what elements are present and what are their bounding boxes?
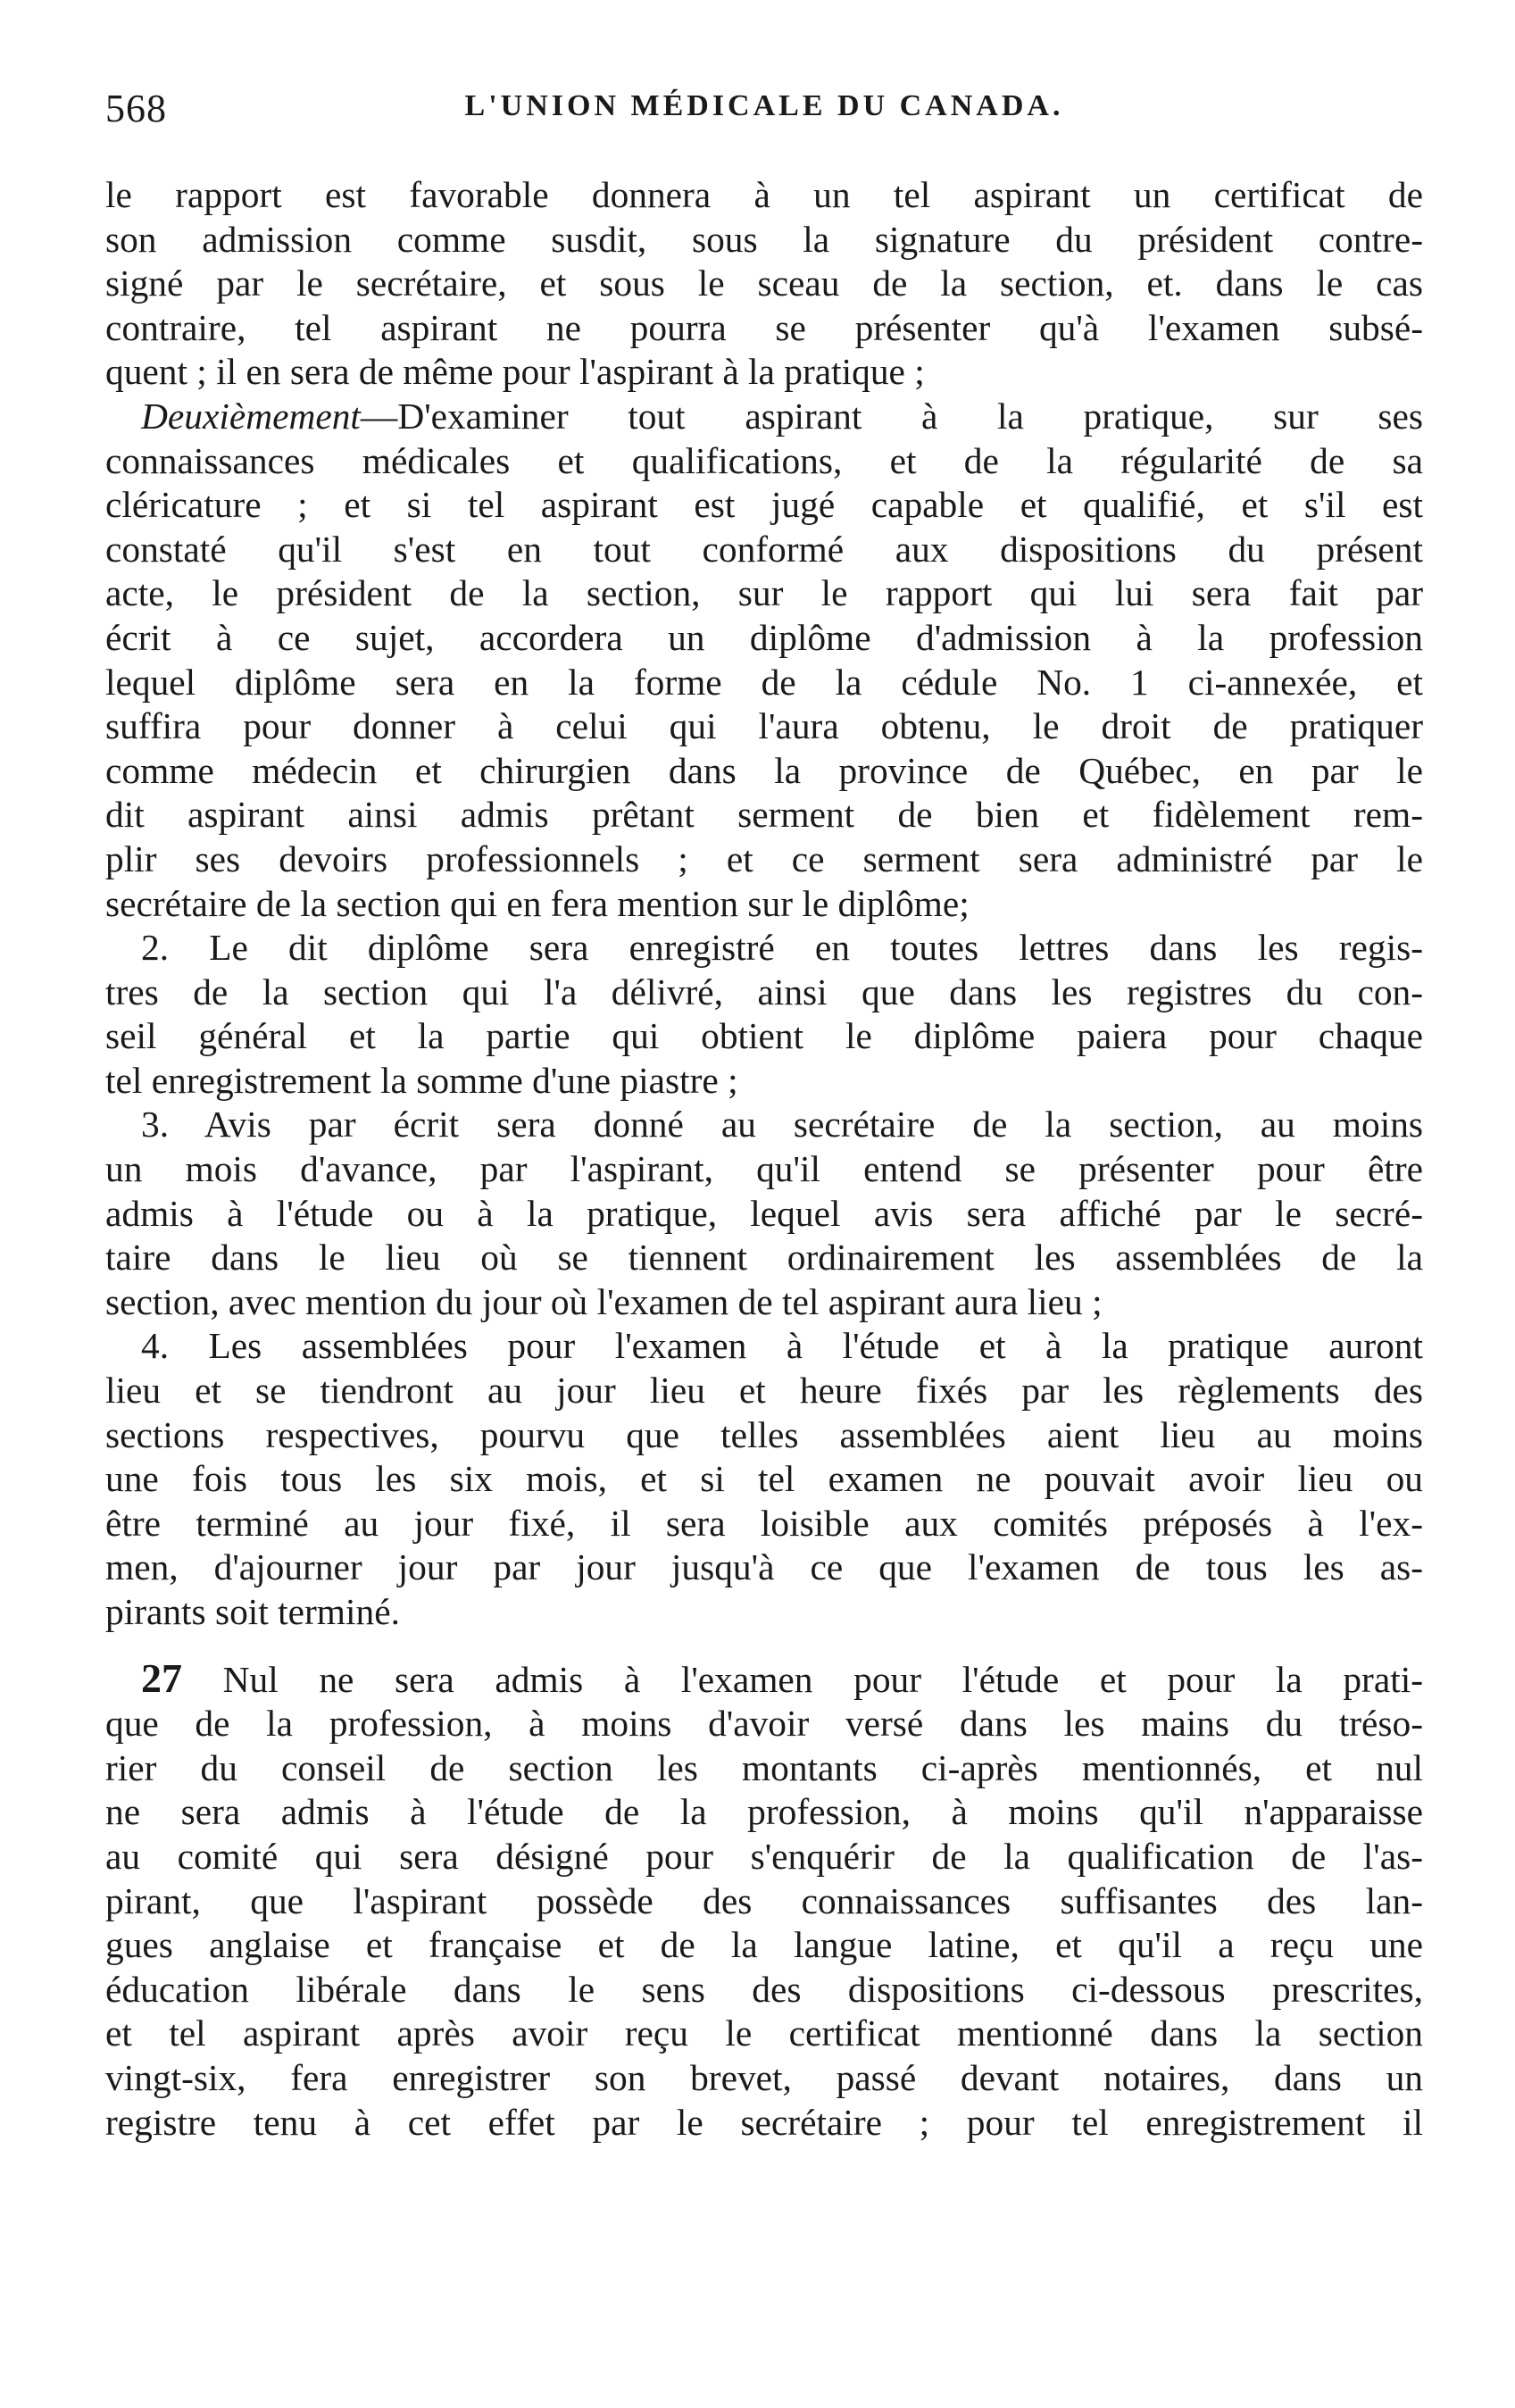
- article-first-line: Nul ne sera admis à l'examen pour l'étude et pour la prati-: [182, 1658, 1423, 1700]
- paragraph-deuxiemement: [105, 395, 1423, 926]
- paragraph-continuation: [105, 173, 1423, 395]
- text-line: contraire, tel aspirant ne pourra se présenter qu'à l'examen subsé-: [105, 306, 1423, 348]
- text-line: 2. Le dit diplôme sera enregistré en toutes lettres dans les regis-: [141, 927, 1423, 969]
- text-line: au comité qui sera désigné pour s'enquérir de la qualification de l'as-: [105, 1835, 1423, 1877]
- text-line: signé par le secrétaire, et sous le sceau de la section, et. dans le cas: [105, 262, 1423, 304]
- journal-title: L'UNION MÉDICALE DU CANADA.: [464, 89, 1064, 122]
- page-number: 568: [105, 87, 167, 130]
- text-line: 4. Les assemblées pour l'examen à l'étude et à la pratique auront: [141, 1325, 1423, 1367]
- text-line: seil général et la partie qui obtient le diplôme paiera pour chaque: [105, 1015, 1423, 1057]
- paragraph-item-3: [105, 1103, 1423, 1324]
- text-line: [105, 1656, 1423, 1703]
- text-line: lieu et se tiendront au jour lieu et heure fixés par les règlements des: [105, 1370, 1423, 1412]
- text-line: suffira pour donner à celui qui l'aura obtenu, le droit de pratiquer: [105, 705, 1423, 747]
- text-line: que de la profession, à moins d'avoir versé dans les mains du tréso-: [105, 1703, 1423, 1745]
- text-line: constaté qu'il s'est en tout conformé aux dispositions du présent: [105, 528, 1423, 570]
- text-line: admis à l'étude ou à la pratique, lequel avis sera affiché par le secré-: [105, 1192, 1423, 1234]
- text-line: rier du conseil de section les montants ci-après mentionnés, et nul: [105, 1746, 1423, 1788]
- text-line: connaissances médicales et qualifications, et de la régularité de sa: [105, 439, 1423, 481]
- text-line: ne sera admis à l'étude de la profession, à moins qu'il n'apparaisse: [105, 1791, 1423, 1833]
- text-line: comme médecin et chirurgien dans la province de Québec, en par le: [105, 749, 1423, 791]
- text-line: vingt-six, fera enregistrer son brevet, passé devant notaires, dans un: [105, 2056, 1423, 2098]
- text-line: sections respectives, pourvu que telles assemblées aient lieu au moins: [105, 1413, 1423, 1455]
- text-line: secrétaire de la section qui en fera mention sur le diplôme;: [105, 882, 970, 924]
- paragraph-item-2: [105, 926, 1423, 1103]
- text-line: quent ; il en sera de même pour l'aspirant à la pratique ;: [105, 351, 925, 393]
- article-27: [105, 1656, 1423, 2146]
- text-line: un mois d'avance, par l'aspirant, qu'il entend se présenter pour être: [105, 1148, 1423, 1190]
- text-line: acte, le président de la section, sur le rapport qui lui sera fait par: [105, 572, 1423, 614]
- article-number: 27: [141, 1654, 182, 1701]
- text-line: taire dans le lieu où se tiennent ordinairement les assemblées de la: [105, 1237, 1423, 1279]
- text-line: tel enregistrement la somme d'une piastre ;: [105, 1059, 738, 1101]
- text-line: pirants soit terminé.: [105, 1591, 400, 1632]
- text-line: éducation libérale dans le sens des dispositions ci-dessous prescrites,: [105, 1968, 1423, 2010]
- text-line: et tel aspirant après avoir reçu le certificat mentionné dans la section: [105, 2012, 1423, 2054]
- body-text: [105, 173, 1423, 2145]
- text-line: son admission comme susdit, sous la signature du président contre-: [105, 218, 1423, 260]
- document-page: [105, 82, 1423, 2145]
- text-line: dit aspirant ainsi admis prêtant serment de bien et fidèlement rem-: [105, 794, 1423, 836]
- text-line: plir ses devoirs professionnels ; et ce serment sera administré par le: [105, 837, 1423, 879]
- text-line: Deuxièmement—D'examiner tout aspirant à la pratique, sur ses: [141, 395, 1423, 437]
- text-line: cléricature ; et si tel aspirant est jugé capable et qualifié, et s'il est: [105, 484, 1423, 526]
- text-line: être terminé au jour fixé, il sera loisible aux comités préposés à l'ex-: [105, 1502, 1423, 1544]
- text-line: tres de la section qui l'a délivré, ainsi que dans les registres du con-: [105, 971, 1423, 1012]
- paragraph-spacer: [105, 1635, 1423, 1656]
- text-line: une fois tous les six mois, et si tel examen ne pouvait avoir lieu ou: [105, 1458, 1423, 1500]
- text-line: lequel diplôme sera en la forme de la cédule No. 1 ci-annexée, et: [105, 661, 1423, 703]
- paragraph-item-4: [105, 1324, 1423, 1634]
- emphasized-word: Deuxièmement: [141, 395, 361, 437]
- text-line: le rapport est favorable donnera à un tel aspirant un certificat de: [105, 174, 1423, 215]
- text-line: gues anglaise et française et de la langue latine, et qu'il a reçu une: [105, 1924, 1423, 1966]
- text-line: registre tenu à cet effet par le secrétaire ; pour tel enregistrement il: [105, 2101, 1423, 2143]
- text-line: section, avec mention du jour où l'examen de tel aspirant aura lieu ;: [105, 1280, 1103, 1322]
- text-line: pirant, que l'aspirant possède des connaissances suffisantes des lan-: [105, 1879, 1423, 1921]
- text-line: écrit à ce sujet, accordera un diplôme d'admission à la profession: [105, 616, 1423, 658]
- running-header: [105, 82, 1423, 136]
- text-line: men, d'ajourner jour par jour jusqu'à ce que l'examen de tous les as-: [105, 1546, 1423, 1588]
- text-line: 3. Avis par écrit sera donné au secrétaire de la section, au moins: [141, 1104, 1423, 1146]
